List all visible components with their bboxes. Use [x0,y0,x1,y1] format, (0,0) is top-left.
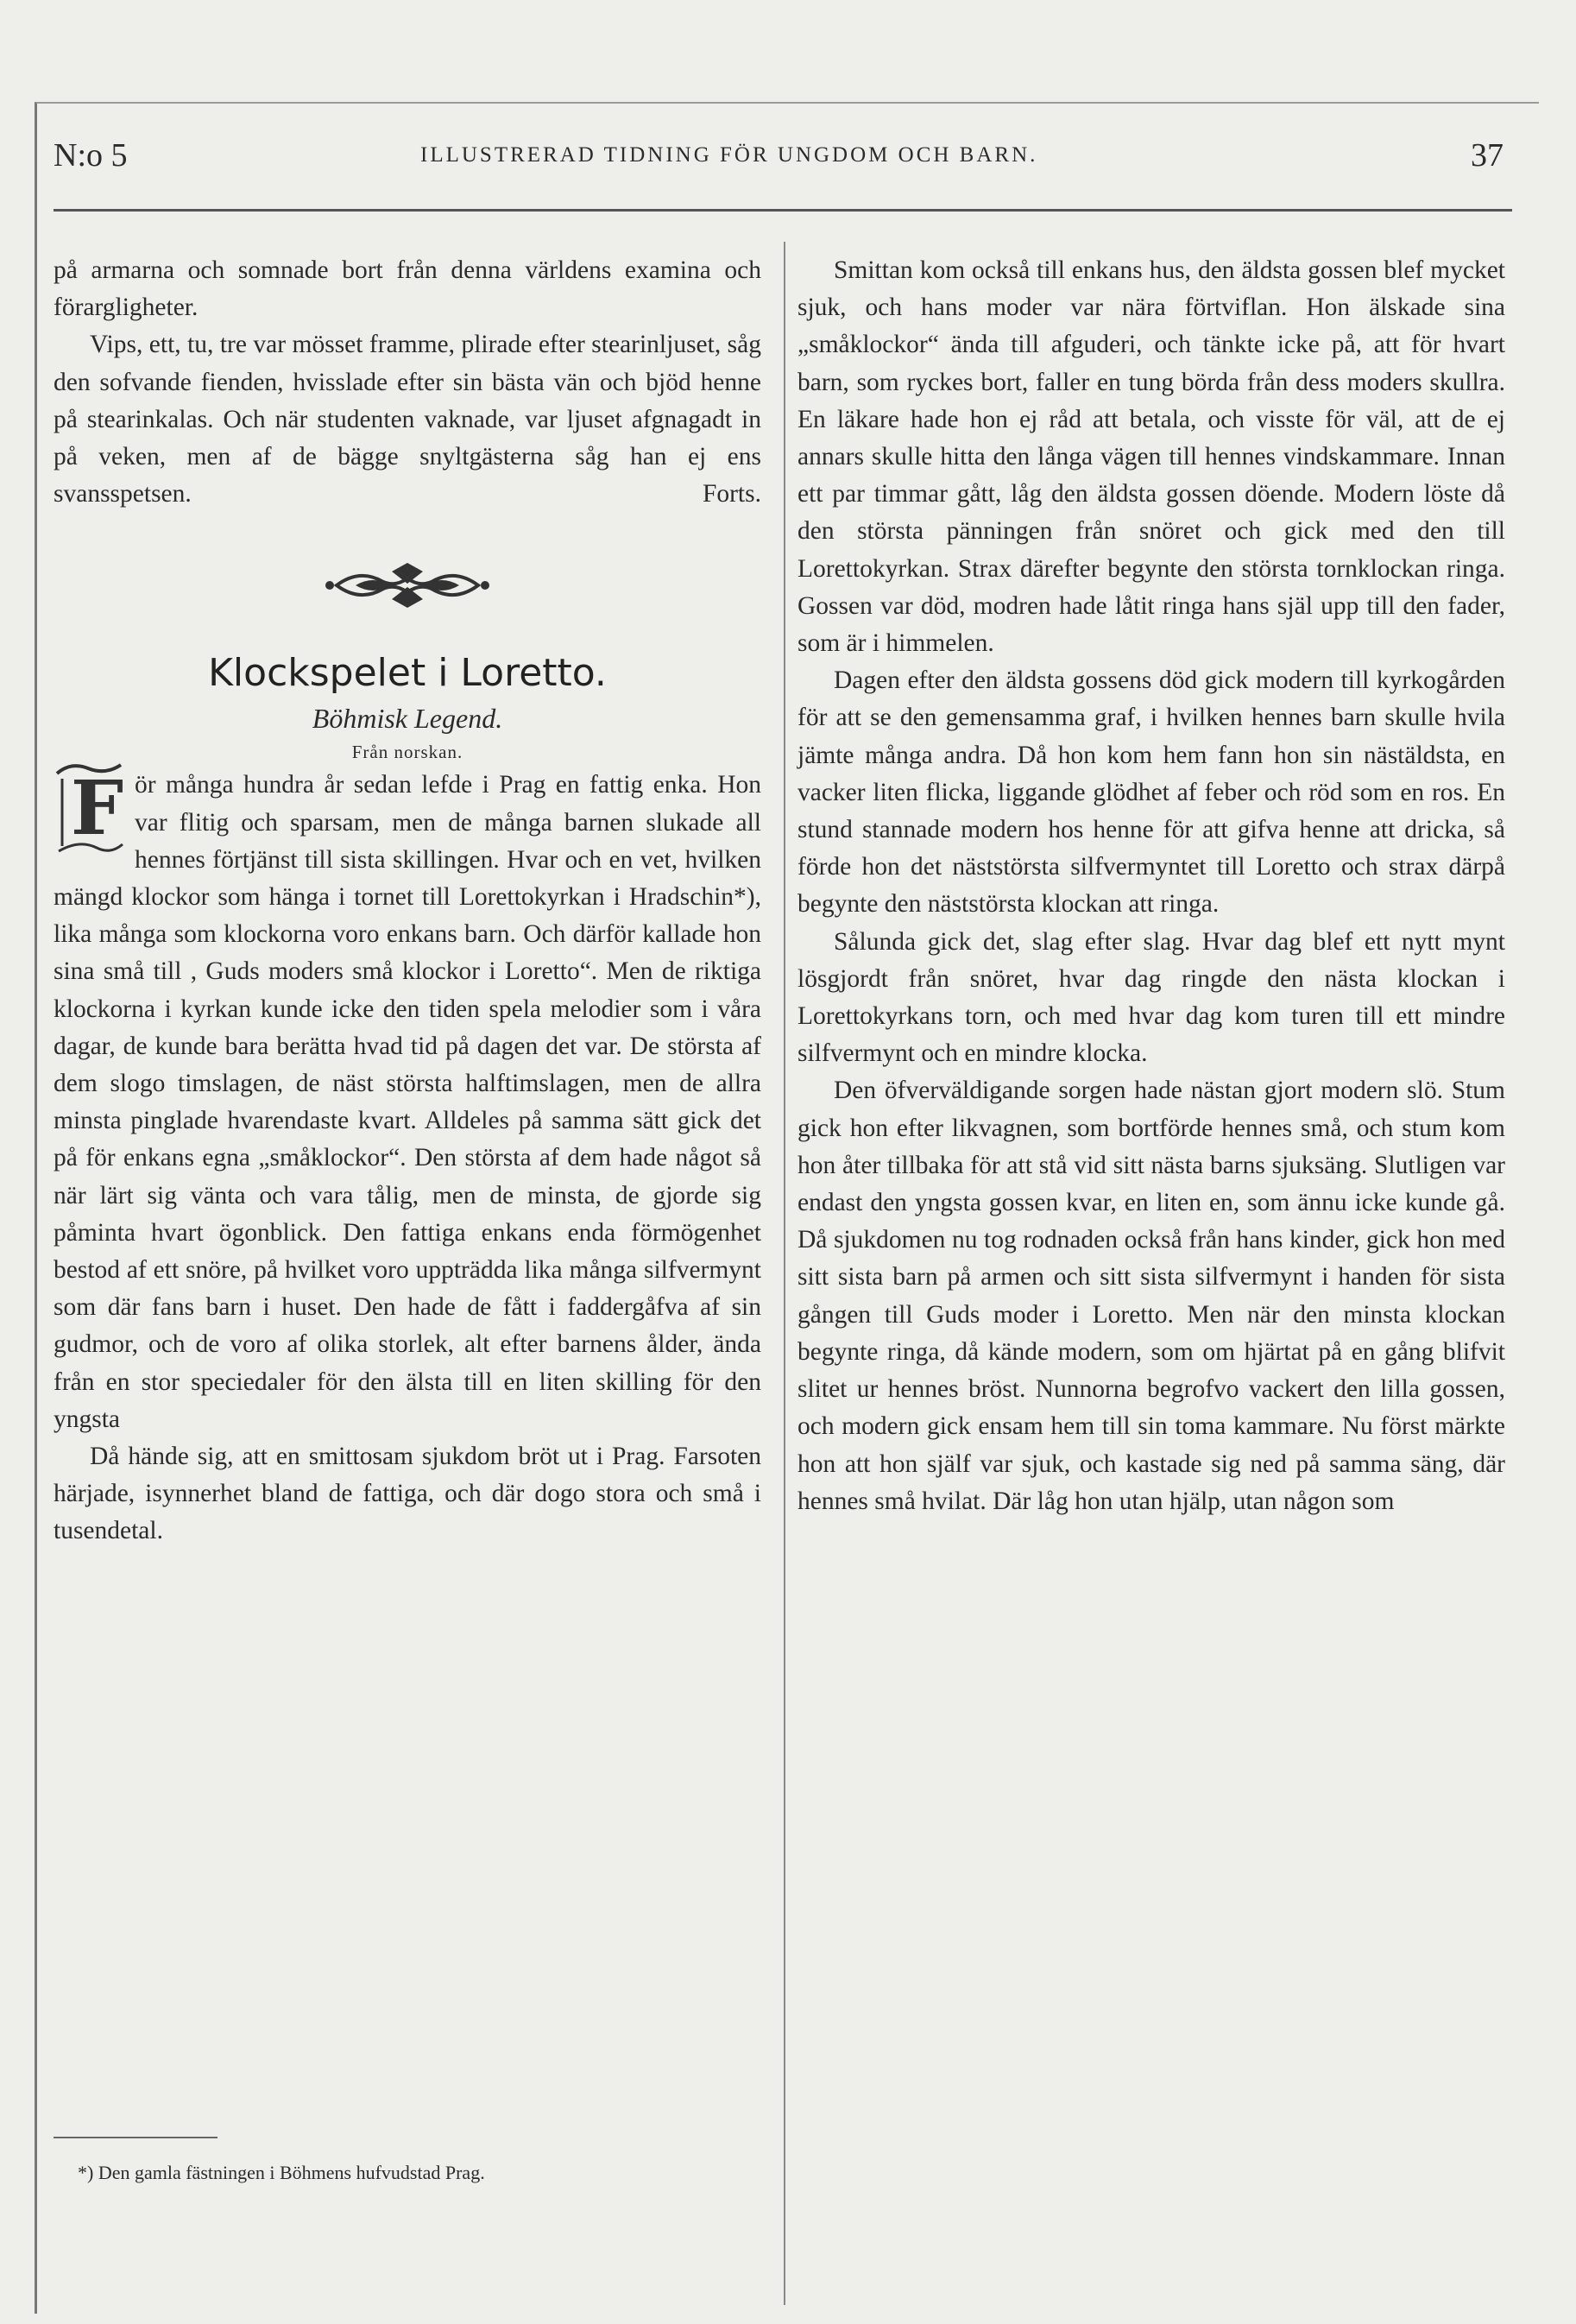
column-divider [784,242,785,2305]
floral-ornament-icon [321,561,494,609]
article-source: Från norskan. [351,742,463,763]
right-column [797,252,1505,1520]
paragraph: Sålunda gick det, slag efter slag. Hvar dag blef ett nytt mynt lösgjordt från snöret, hvar dag ringde den nästa klockan i Lorettokyrkans torn, och med hvar dag kom turen till ett mindre silfvermynt och en mindre klocka. [797,927,1505,1068]
decorated-initial-icon [54,761,126,858]
footnote: *) Den gamla fästningen i Böhmens hufvudstad Prag. [78,2162,485,2183]
paragraph: ör många hundra år sedan lefde i Prag en fattig enka. Hon var flitig och sparsam, men de många barnen slukade all hennes förtjänst till sista skillingen. Hvar och en vet, hvilken mängd klockor som hänga i tornet till Lorettokyrkan i Hradschin*), lika många som klockorna voro enkans barn. Och därför kallade hon sina små till , Guds moders små klockor i Loretto“. Men de riktiga klockorna i kyrkan kunde icke den tiden spela melodier som i våra dagar, de kunde bara berätta hvad tid på dagen det var. De största af dem slogo timslagen, de näst största halftimslagen, men de allra minsta pinglade hvarendaste kvart. Alldeles på samma sätt gick det på för enkans egna „småklockor“. Den största af dem hade något så när lärt sig vänta och vara tålig, men de minsta, de gjorde sig påminta hvart ögonblick. Den fattiga enkans enda förmögenhet bestod af ett snöre, på hvilket voro uppträdda lika många silfvermynt som där fans barn i huset. Den hade de fått i faddergåfva af sin gudmor, och de voro af olika storlek, alt efter barnens ålder, ända från en stor speciedaler för den älsta till en liten skilling för den yngsta [54,771,761,1433]
left-column [54,252,761,1550]
issue-number: N:o 5 [54,137,128,174]
drop-cap-letter: F [71,765,124,853]
continuation-text: Vips, ett, tu, tre var mösset framme, plirade efter stearinljuset, såg den sofvande fienden, hvisslade efter sin bästa vän och bjöd henne på stearinkalas. Och när studenten vaknade, var ljuset afgnagadt in på veken, men af de bägge snyltgästerna såg han ej ens svansspetsen. Forts. [54,331,761,508]
continuation-text: på armarna och somnade bort från denna världens examina och förargligheter. [54,256,761,322]
paragraph: Dagen efter den äldsta gossens död gick modern till kyrkogården för att se den gemensamma graf, i hvilken hennes barn skulle hvila jämte många andra. Då hon kom hem fann hon sin nästäldsta, en vacker liten flicka, liggande glödhet af feber och röd som en ros. En stund stannade modern hos henne för att gifva henne att dricka, så förde hon det näststörsta silfvermyntet till Loretto och strax därpå begynte den näststörsta klockan att ringa. [797,666,1505,919]
paragraph: Smittan kom också till enkans hus, den äldsta gossen blef mycket sjuk, och hans moder var nära förtviflan. Hon älskade sina „småklockor“ ända till afguderi, och tänkte icke på, att för hvart barn, som ryckes bort, faller en tung börda från dess moders skullra. En läkare hade hon ej råd att betala, och visste för väl, att de ej annars skulle hitta den långa vägen till hennes vindskammare. Innan ett par timmar gått, låg den äldsta gossen döende. Modern löste då den största pänningen från snöret och gick med den till Lorettokyrkan. Strax därefter begynte den största tornklockan ringa. Gossen var död, modren hade låtit ringa hans själ upp till den fader, som är i himmelen. [797,256,1505,658]
header-rule [54,209,1512,212]
article-body [54,767,761,1550]
footnote-rule [54,2137,217,2138]
page-number: 37 [1471,137,1504,174]
publication-title: ILLUSTRERAD TIDNING FÖR UNGDOM OCH BARN. [420,143,1038,167]
paragraph: Då hände sig, att en smittosam sjukdom bröt ut i Prag. Farsoten härjade, isynnerhet bland de fattiga, och där dogo stora och små i tusendetal. [54,1443,761,1545]
article-title: Klockspelet i Loretto. [208,651,607,696]
article-subtitle: Böhmisk Legend. [312,703,503,735]
forts-label: Forts. [702,480,761,508]
page-header [54,136,1512,180]
paragraph: Den öfverväldigande sorgen hade nästan gjort modern slö. Stum gick hon efter likvagnen, som bortförde hennes små, och stum kom hon åter tillbaka för att stå vid sitt nästa barns sjuksäng. Slutligen var endast den yngsta gossen kvar, en liten en, som ännu icke kunde gå. Då sjukdomen nu tog rodnaden också från hans kinder, gick hon med sitt sista barn på armen och sitt sista silfvermynt i handen för sista gången till Guds moder i Loretto. Men när den minsta klockan begynte ringa, då kände modern, som om hjärtat på en gång blifvit slitet ur hennes bröst. Nunnorna begrofvo vackert den lilla gossen, och modern gick ensam hem till sin toma kammare. Nu först märkte hon att hon själf var sjuk, och kastade sig ned på samma säng, där hennes små hvilat. Där låg hon utan hjälp, utan någon som [797,1077,1505,1515]
